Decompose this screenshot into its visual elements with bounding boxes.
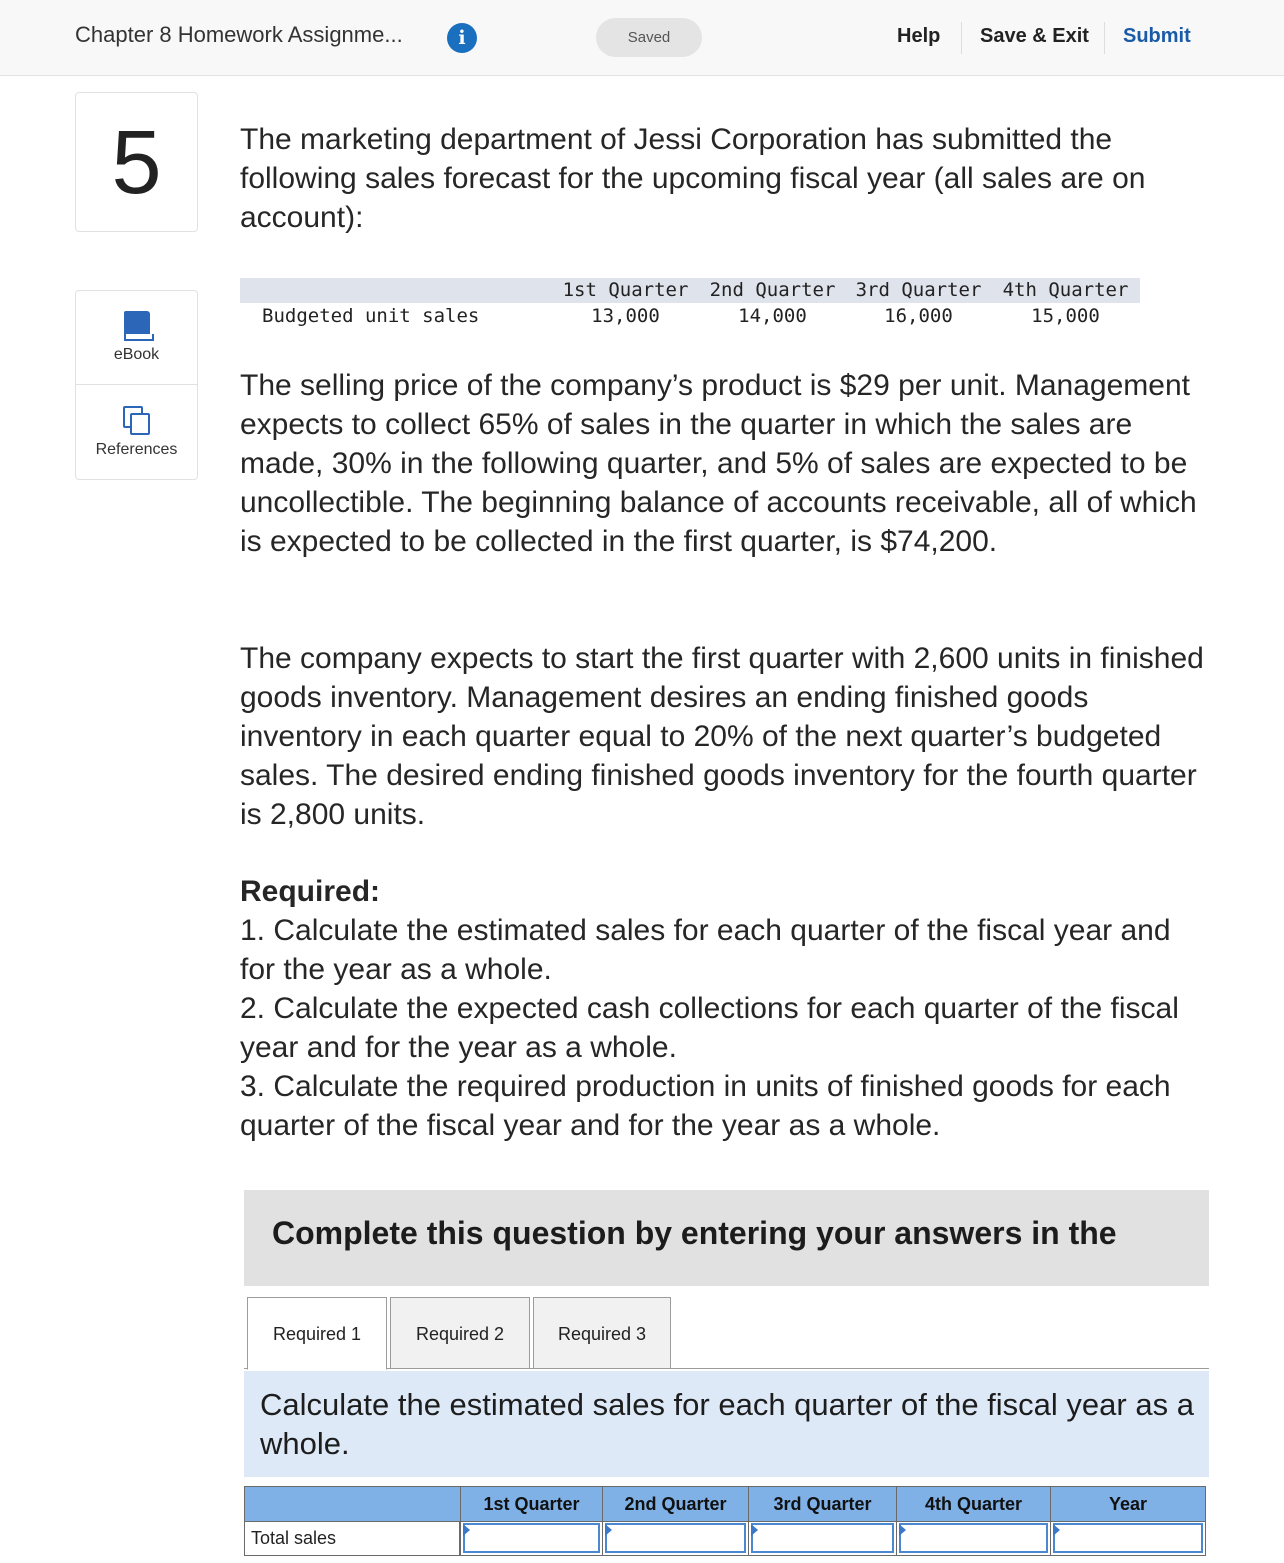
forecast-value: 16,000 — [884, 305, 953, 327]
info-icon[interactable]: i — [447, 23, 477, 53]
header-divider — [1104, 22, 1105, 54]
resources-sidebar — [75, 290, 198, 480]
total-sales-q4-input[interactable] — [899, 1523, 1048, 1553]
forecast-value: 14,000 — [738, 305, 807, 327]
input-marker-icon — [899, 1524, 906, 1536]
forecast-col-header: 1st Quarter — [562, 279, 689, 301]
ebook-label: eBook — [113, 346, 160, 363]
input-marker-icon — [463, 1524, 470, 1536]
required-item: 3. Calculate the required production in units of finished goods for each quarter of the fiscal year and for the year as a whole. — [240, 1070, 1171, 1142]
ebook-link[interactable] — [76, 291, 197, 385]
forecast-row-label: Budgeted unit sales — [262, 305, 480, 327]
help-button[interactable]: Help — [897, 25, 941, 47]
forecast-value: 13,000 — [591, 305, 660, 327]
grid-cell — [748, 1522, 897, 1556]
question-number: 5 — [75, 92, 198, 232]
forecast-col-header: 4th Quarter — [1002, 279, 1129, 301]
grid-header-q3: 3rd Quarter — [748, 1486, 897, 1522]
pricing-collection-paragraph: The selling price of the company’s product is $29 per unit. Management expects to collect 65% of sales in the quarter in which the sales are made, 30% in the following quarter, and 5% of sales are expected to be uncollectible. The beginning balance of accounts receivable, all of which is expected to be collected in the first quarter, is $74,200. — [240, 369, 1197, 558]
required-item: 1. Calculate the estimated sales for each quarter of the fiscal year and for the year as a whole. — [240, 914, 1171, 986]
grid-header-year: Year — [1050, 1486, 1206, 1522]
required-tabs — [244, 1297, 1209, 1369]
grid-cell — [460, 1522, 603, 1556]
saved-status-badge: Saved — [596, 18, 702, 57]
grid-header-blank — [244, 1486, 461, 1522]
complete-banner-text: Complete this question by entering your answers in the — [272, 1215, 1117, 1251]
input-marker-icon — [1053, 1524, 1060, 1536]
input-marker-icon — [751, 1524, 758, 1536]
grid-cell — [896, 1522, 1051, 1556]
grid-header-q1: 1st Quarter — [460, 1486, 603, 1522]
required-item: 2. Calculate the expected cash collections for each quarter of the fiscal year and for the year as a whole. — [240, 992, 1179, 1064]
grid-header-q2: 2nd Quarter — [602, 1486, 749, 1522]
instruction-text: Calculate the estimated sales for each quarter of the fiscal year as a whole. — [260, 1387, 1194, 1461]
required-section — [240, 872, 1210, 1145]
total-sales-q3-input[interactable] — [751, 1523, 894, 1553]
total-sales-label: Total sales — [244, 1522, 460, 1556]
input-marker-icon — [605, 1524, 612, 1536]
forecast-col-header: 2nd Quarter — [709, 279, 836, 301]
total-sales-q2-input[interactable] — [605, 1523, 746, 1553]
tab-required-3[interactable]: Required 3 — [533, 1297, 671, 1369]
total-sales-year-input[interactable] — [1053, 1523, 1203, 1553]
forecast-value: 15,000 — [1031, 305, 1100, 327]
sales-forecast-table — [240, 278, 1140, 338]
complete-question-banner — [244, 1190, 1209, 1286]
references-label: References — [95, 441, 178, 458]
tab-required-1[interactable]: Required 1 — [247, 1297, 387, 1370]
total-sales-q1-input[interactable] — [463, 1523, 600, 1553]
save-exit-button[interactable]: Save & Exit — [980, 25, 1089, 47]
grid-cell — [602, 1522, 749, 1556]
forecast-col-header: 3rd Quarter — [855, 279, 982, 301]
top-header — [0, 0, 1284, 76]
required-heading: Required: — [240, 875, 381, 908]
submit-button[interactable]: Submit — [1123, 25, 1191, 47]
book-icon — [124, 311, 150, 341]
copy-icon — [123, 406, 151, 436]
question-intro: The marketing department of Jessi Corporation has submitted the following sales forecast for the upcoming fiscal year (all sales are on account): — [240, 123, 1146, 234]
header-divider — [961, 22, 962, 54]
grid-header-q4: 4th Quarter — [896, 1486, 1051, 1522]
instruction-box — [244, 1371, 1209, 1477]
inventory-paragraph: The company expects to start the first quarter with 2,600 units in finished goods inventory. Management desires an ending finished goods inventory in each quarter equal to 20% of the next quarter’s budgeted sales. The desired ending finished goods inventory for the fourth quarter is 2,800 units. — [240, 642, 1204, 831]
answer-grid — [244, 1486, 1206, 1556]
assignment-title: Chapter 8 Homework Assignme... — [75, 22, 403, 47]
tab-required-2[interactable]: Required 2 — [390, 1297, 530, 1369]
grid-cell — [1050, 1522, 1206, 1556]
